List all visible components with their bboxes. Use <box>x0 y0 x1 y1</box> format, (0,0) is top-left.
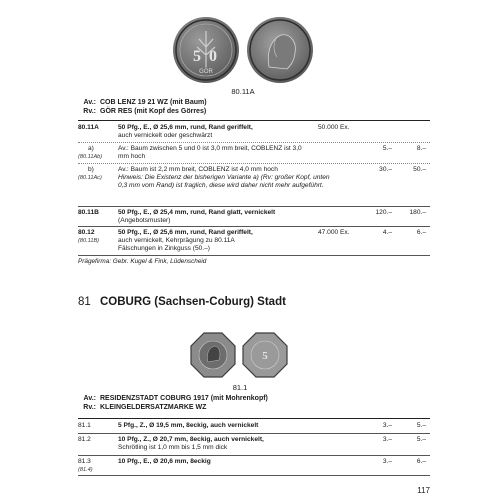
price-1: 5.– <box>382 145 392 152</box>
table-rule <box>78 255 430 256</box>
price-2: 6.– <box>416 458 426 465</box>
coin-81-1-reverse <box>242 332 288 378</box>
price-1: 120.– <box>375 209 392 216</box>
table-rule <box>78 455 430 456</box>
price-2: 5.– <box>416 436 426 443</box>
entry-description <box>118 209 330 225</box>
table-rule <box>78 142 430 143</box>
svg-text:GÖR: GÖR <box>199 69 213 75</box>
price-1: 4.– <box>382 229 392 236</box>
entry-hint: Hinweis: Die Existenz der bisherigen Variante a) (Rv: großer Kopf, unten 0,3 mm vom Rand) ist fraglich, diese wird daher nicht mehr aufgeführt. <box>118 174 330 189</box>
coin-octagon-art <box>190 332 236 378</box>
entry-description: 5 Pfg., Z., Ø 19,5 mm, 8eckig, auch vernickelt <box>118 422 259 429</box>
entry-desc-rest: auch vernickelt oder geschwärzt <box>118 132 213 139</box>
coin-obverse-art <box>173 17 239 83</box>
rv-label: Rv.: <box>83 108 96 115</box>
price-2: 50.– <box>413 166 426 173</box>
entry-number: b) (80.11Ac) <box>78 166 102 181</box>
entry-description: 10 Pfg., E., Ø 20,6 mm, 8eckig <box>118 458 211 465</box>
figure-label: 81.1 <box>232 383 248 392</box>
av-rv-block-80 <box>70 98 430 116</box>
av-rv-block-81 <box>70 394 430 412</box>
price-1: 3.– <box>382 436 392 443</box>
table-rule <box>78 475 430 476</box>
svg-text:5: 5 <box>262 350 268 362</box>
rv-text: GÖR RES (mit Kopf des Görres) <box>100 108 207 115</box>
entry-desc-rest: auch vernickelt, Kehrprägung zu 80.11A Fälschungen in Zinkguss (50.–) <box>118 237 235 252</box>
entry-number: 81.1 <box>78 422 91 429</box>
entry-number: 81.3 (81.4) <box>78 458 93 473</box>
section-number: 81 <box>78 296 91 308</box>
coin-80-11a-obverse <box>173 17 239 83</box>
entry-desc-bold: 50 Pfg., E., Ø 25,4 mm, rund, Rand glatt, vernickelt <box>118 209 276 216</box>
av-label: Av.: <box>83 99 96 106</box>
table-rule <box>78 226 430 227</box>
entry-desc-bold: 50 Pfg., E., Ø 25,6 mm, rund, Rand geriffelt, <box>118 124 253 131</box>
entry-number: 81.2 <box>78 436 91 443</box>
price-1: 3.– <box>382 458 392 465</box>
entry-number: 80.12 (80.11B) <box>78 229 100 244</box>
svg-text:0: 0 <box>209 48 217 65</box>
entry-desc-rest: (Angebotsmuster) <box>118 217 171 224</box>
av-text: RESIDENZSTADT COBURG 1917 (mit Mohrenkopf) <box>100 395 268 402</box>
price-1: 30.– <box>379 166 392 173</box>
price-2: 8.– <box>416 145 426 152</box>
coin-octagon-art <box>242 332 288 378</box>
entry-number: a) (80.11Ab) <box>78 145 103 160</box>
rv-label: Rv.: <box>83 404 96 411</box>
table-rule <box>78 163 430 164</box>
table-rule <box>78 206 430 207</box>
entry-description: Av.: Baum zwischen 5 und 0 ist 3,0 mm breit, COBLENZ ist 3,0 mm hoch <box>118 145 302 160</box>
table-rule <box>78 433 430 434</box>
price-1: 3.– <box>382 422 392 429</box>
av-label: Av.: <box>83 395 96 402</box>
av-text: COB LENZ 19 21 WZ (mit Baum) <box>100 99 207 106</box>
table-rule <box>78 418 430 419</box>
entry-number: 80.11A <box>78 124 99 131</box>
coin-reverse-art <box>247 17 313 83</box>
coin-80-11a-reverse <box>247 17 313 83</box>
entry-description: Av.: Baum ist 2,2 mm breit, COBLENZ ist 4,0 mm hoch Hinweis: Die Existenz der bisherigen Variante a) (Rv: großer Kopf, unten 0,3 mm vom Rand) ist fraglich, diese wird daher nicht mehr aufgeführt. <box>118 166 330 189</box>
figure-label: 80.11A <box>231 87 255 96</box>
page-number: 117 <box>417 486 430 495</box>
mint-footnote: Prägefirma: Gebr. Kugel & Fink, Lüdenscheid <box>78 258 207 265</box>
section-title: COBURG (Sachsen-Coburg) Stadt <box>100 296 286 308</box>
price-2: 180.– <box>409 209 426 216</box>
price-2: 6.– <box>416 229 426 236</box>
table-rule <box>78 120 430 121</box>
coin-81-1-obverse <box>190 332 236 378</box>
price-2: 5.– <box>416 422 426 429</box>
entry-number: 80.11B <box>78 209 99 216</box>
entry-quantity: 50.000 Ex. <box>318 124 350 131</box>
rv-text: KLEINGELDERSATZMARKE WZ <box>100 404 207 411</box>
entry-description <box>118 229 330 253</box>
entry-description: 10 Pfg., Z., Ø 20,7 mm, 8eckig, auch vernickelt, Schrötling ist 1,0 mm bis 1,5 mm dick <box>118 436 264 451</box>
svg-text:5: 5 <box>193 48 201 65</box>
entry-desc-bold: 50 Pfg., E., Ø 25,6 mm, rund, Rand geriffelt, <box>118 229 253 236</box>
entry-quantity: 47.000 Ex. <box>318 229 350 236</box>
section-heading <box>78 296 286 308</box>
entry-description <box>118 124 330 140</box>
